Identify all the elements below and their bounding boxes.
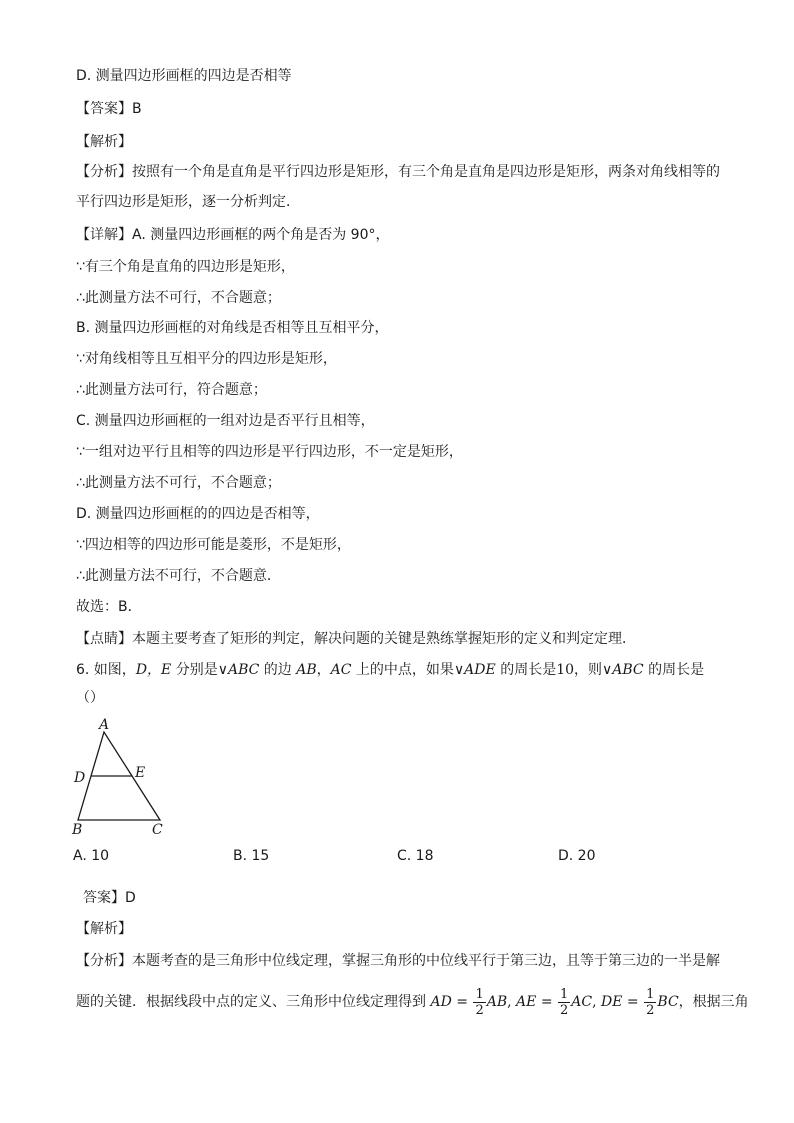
option-d-text: D. 测量四边形画框的四边是否相等 xyxy=(76,68,292,84)
q6-text-5: ，则 xyxy=(574,662,603,678)
q6-answer-paren: （） xyxy=(76,690,104,706)
eq-ae: AE xyxy=(516,994,537,1010)
q6-text-1: 分别是 xyxy=(171,662,218,678)
detail-a: 【详解】A. 测量四边形画框的两个角是否为 90°， xyxy=(76,227,390,243)
q6-perimeter-value: 10 xyxy=(556,662,575,678)
choice-b: B. 15 xyxy=(233,848,270,864)
detail-b-conclusion: ∴此测量方法可行，符合题意； xyxy=(76,382,267,398)
fraction-half-1 xyxy=(473,987,485,1018)
eq-ab: AB xyxy=(486,994,508,1010)
detail-b: B. 测量四边形画框的对角线是否相等且互相平分， xyxy=(76,320,389,336)
vertex-b-label: B xyxy=(72,822,83,838)
fraction-1-denominator: 2 xyxy=(475,1002,484,1018)
answer-label: 【答案】B xyxy=(76,101,142,117)
eq-ac: AC xyxy=(571,994,593,1010)
vertex-c-label: C xyxy=(152,822,163,838)
eq-ad: AD xyxy=(430,994,452,1010)
analysis-heading: 【解析】 xyxy=(76,134,132,150)
choice-a: A. 10 xyxy=(73,848,110,864)
vertex-d-label: D xyxy=(74,770,86,786)
detail-d-reason: ∵四边相等的四边形可能是菱形，不是矩形， xyxy=(76,537,351,553)
q6-side-ac: AC xyxy=(330,662,352,678)
analysis-2-text-2 xyxy=(76,982,749,1022)
q6-side-ab: AB xyxy=(296,662,317,678)
eq-de: DE xyxy=(601,994,623,1010)
vertex-e-label: E xyxy=(135,765,146,781)
q6-triangle-ade: ∨ADE xyxy=(453,662,496,678)
eq-sign-3: = xyxy=(622,994,644,1010)
analysis-2-text-1: 【分析】本题考查的是三角形中位线定理，掌握三角形的中位线平行于第三边，且等于第三边的一半是解 xyxy=(76,953,720,969)
detail-a-reason: ∵有三个角是直角的四边形是矩形， xyxy=(76,259,295,275)
analysis-heading-2: 【解析】 xyxy=(76,921,132,937)
final-choice: 故选：B． xyxy=(76,599,142,615)
analysis-text-2: 平行四边形是矩形，逐一分析判定． xyxy=(76,194,300,210)
detail-d-conclusion: ∴此测量方法不可行，不合题意． xyxy=(76,568,281,584)
q6-text-3: 上的中点，如果 xyxy=(351,662,454,678)
q6-comma: ， xyxy=(316,662,331,678)
fraction-3-denominator: 2 xyxy=(646,1002,655,1018)
question-6 xyxy=(76,660,704,680)
detail-c-conclusion: ∴此测量方法不可行，不合题意； xyxy=(76,475,281,491)
fraction-3-numerator: 1 xyxy=(646,986,655,1002)
vertex-a-label: A xyxy=(99,717,110,733)
eq-sign-1: = xyxy=(451,994,473,1010)
analysis-2-tail: ，根据三角 xyxy=(678,994,749,1010)
choice-d: D. 20 xyxy=(558,848,596,864)
fraction-half-3 xyxy=(644,987,656,1018)
analysis-2-lead: 题的关键．根据线段中点的定义、三角形中位线定理得到 xyxy=(76,994,431,1010)
q6-text-2: 的边 xyxy=(259,662,297,678)
detail-b-reason: ∵对角线相等且互相平分的四边形是矩形， xyxy=(76,351,337,367)
eq-sign-2: = xyxy=(536,994,558,1010)
choice-c: C. 18 xyxy=(397,848,434,864)
eq-sep-2: , xyxy=(592,994,602,1010)
detail-a-conclusion: ∴此测量方法不可行，不合题意； xyxy=(76,290,281,306)
detail-c-reason: ∵一组对边平行且相等的四边形是平行四边形，不一定是矩形， xyxy=(76,444,463,460)
fraction-2-numerator: 1 xyxy=(560,986,569,1002)
fraction-2-denominator: 2 xyxy=(560,1002,569,1018)
analysis-text-1: 【分析】按照有一个角是直角是平行四边形是矩形，有三个角是直角是四边形是矩形，两条对角线相等的 xyxy=(76,164,720,180)
fraction-half-2 xyxy=(558,987,570,1018)
q6-prefix: 6. 如图， xyxy=(76,662,136,678)
q6-text-4: 的周长是 xyxy=(495,662,557,678)
detail-c: C. 测量四边形画框的一组对边是否平行且相等， xyxy=(76,413,375,429)
triangle-figure xyxy=(70,712,180,838)
summary-note: 【点睛】本题主要考查了矩形的判定，解决问题的关键是熟练掌握矩形的定义和判定定理． xyxy=(76,631,636,647)
q6-triangle-abc-2: ∨ABC xyxy=(602,662,644,678)
q6-triangle-abc: ∨ABC xyxy=(217,662,260,678)
detail-d: D. 测量四边形画框的的四边是否相等， xyxy=(76,506,320,522)
eq-bc: BC xyxy=(657,994,679,1010)
q6-points-de: D，E xyxy=(135,662,172,678)
eq-sep-1: , xyxy=(507,994,517,1010)
answer-label-2: 答案】D xyxy=(83,890,136,906)
q6-text-6: 的周长是 xyxy=(643,662,705,678)
fraction-1-numerator: 1 xyxy=(475,986,484,1002)
